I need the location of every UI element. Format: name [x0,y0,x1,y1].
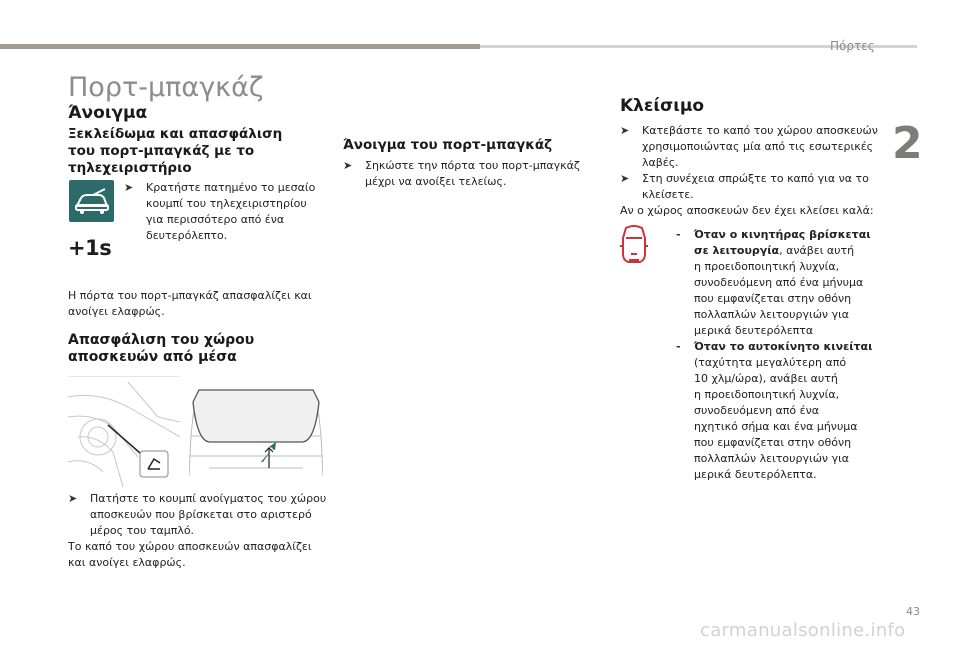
text-line: μερικά δευτερόλεπτα. [694,468,817,481]
instruction-item [620,171,890,203]
inside-unlock-heading [68,332,254,366]
heading-line: τηλεχειριστήριο [68,160,192,176]
inside-unlock-instruction [68,491,328,571]
page-number: 43 [906,605,920,618]
text-line: δευτερόλεπτο. [146,229,228,242]
text-line: Όταν το αυτοκίνητο κινείται [694,340,873,353]
dashboard-button-illustration [68,376,180,487]
trunk-open-warning-icon [620,224,648,266]
text-line: 10 χλμ/ώρα), ανάβει αυτή [694,372,838,385]
bullet-arrow-icon: ➤ [620,172,630,185]
text-line: μερικά δευτερόλεπτα [694,324,814,337]
text-line: για περισσότερο από ένα [146,213,285,226]
closing-heading: Κλείσιμο [620,96,705,116]
instruction-item [68,491,328,539]
closing-note: Αν ο χώρος αποσκευών δεν έχει κλείσει καλά: [620,204,874,217]
heading-line: αποσκευών από μέσα [68,349,237,365]
text-line: μέρος του ταμπλό. [90,524,195,537]
text-line: συνοδευόμενη από ένα μήνυμα [694,276,864,289]
text-line: Όταν ο κινητήρας βρίσκεται [694,228,871,241]
dash-marker: - [676,340,681,353]
text-line: πολλαπλών λειτουργιών για [694,308,850,321]
text-line: μέχρι να ανοίξει τελείως. [365,175,507,188]
condition-engine-running [676,227,876,339]
text-line: Κατεβάστε το καπό του χώρου αποσκευών [642,124,878,137]
remote-unlock-instruction [124,180,324,244]
text-line: Πατήστε το κουμπί ανοίγματος του χώρου [90,492,327,505]
closing-steps [620,123,890,219]
text-line: συνοδευόμενη από ένα [694,404,819,417]
text-line: αποσκευών που βρίσκεται στο αριστερό [90,508,312,521]
text-line: η προειδοποιητική λυχνία, [694,388,840,401]
header-rule-dark [0,44,480,49]
text-line: που εμφανίζεται στην οθόνη [694,292,852,305]
text-line: κουμπί του τηλεχειριστηρίου [146,197,307,210]
condition-vehicle-moving [676,339,876,483]
text-line: Το καπό του χώρου αποσκευών απασφαλίζει [68,540,312,553]
heading-line: Απασφάλιση του χώρου [68,332,255,348]
remote-unlock-heading [68,126,282,177]
remote-unlock-icon [69,180,114,222]
text-line: πολλαπλών λειτουργιών για [694,452,850,465]
heading-line: του πορτ-μπαγκάζ με το [68,143,255,159]
text-line: Σηκώστε την πόρτα του πορτ-μπαγκάζ [365,159,580,172]
instruction-item [620,123,890,171]
bullet-arrow-icon: ➤ [620,124,630,137]
text-line: χρησιμοποιώντας μία από τις εσωτερικές [642,140,874,153]
text-line: σε λειτουργία [694,244,780,257]
text-line: η προειδοποιητική λυχνία, [694,260,840,273]
opening-heading: Άνοιγμα [68,103,148,123]
tailgate-illustration [189,376,323,486]
heading-line: Ξεκλείδωμα και απασφάλιση [68,126,283,142]
instruction-item [124,180,324,244]
text-line: Στη συνέχεια σπρώξτε το καπό για να το [642,172,869,185]
watermark: carmanualsonline.info [700,620,906,641]
instruction-item [343,158,598,190]
page-title: Πορτ-μπαγκάζ [68,72,264,103]
text-line: Η πόρτα του πορτ-μπαγκάζ απασφαλίζει και [68,289,312,302]
text-line: ανοίγει ελαφρώς. [68,305,165,318]
text-line: λαβές. [642,156,679,169]
text-line: Κρατήστε πατημένο το μεσαίο [146,181,316,194]
car-trunk-icon [69,180,114,222]
hold-duration-label: +1s [68,236,112,260]
text-line: , ανάβει αυτή [779,244,855,257]
text-line: ηχητικό σήμα και ένα μήνυμα [694,420,858,433]
remote-unlock-result [68,288,328,320]
tailgate-open-heading: Άνοιγμα του πορτ-μπαγκάζ [343,137,553,153]
bullet-arrow-icon: ➤ [124,181,134,194]
bullet-arrow-icon: ➤ [343,159,353,172]
section-title: Πόρτες [830,39,875,53]
text-line: που εμφανίζεται στην οθόνη [694,436,852,449]
chapter-number: 2 [892,118,923,169]
text-line: και ανοίγει ελαφρώς. [68,556,186,569]
text-line: (ταχύτητα μεγαλύτερη από [694,356,847,369]
bullet-arrow-icon: ➤ [68,492,78,505]
text-line: κλείσετε. [642,188,694,201]
dash-marker: - [676,228,681,241]
warning-conditions [676,227,876,483]
tailgate-open-instruction [343,158,598,190]
